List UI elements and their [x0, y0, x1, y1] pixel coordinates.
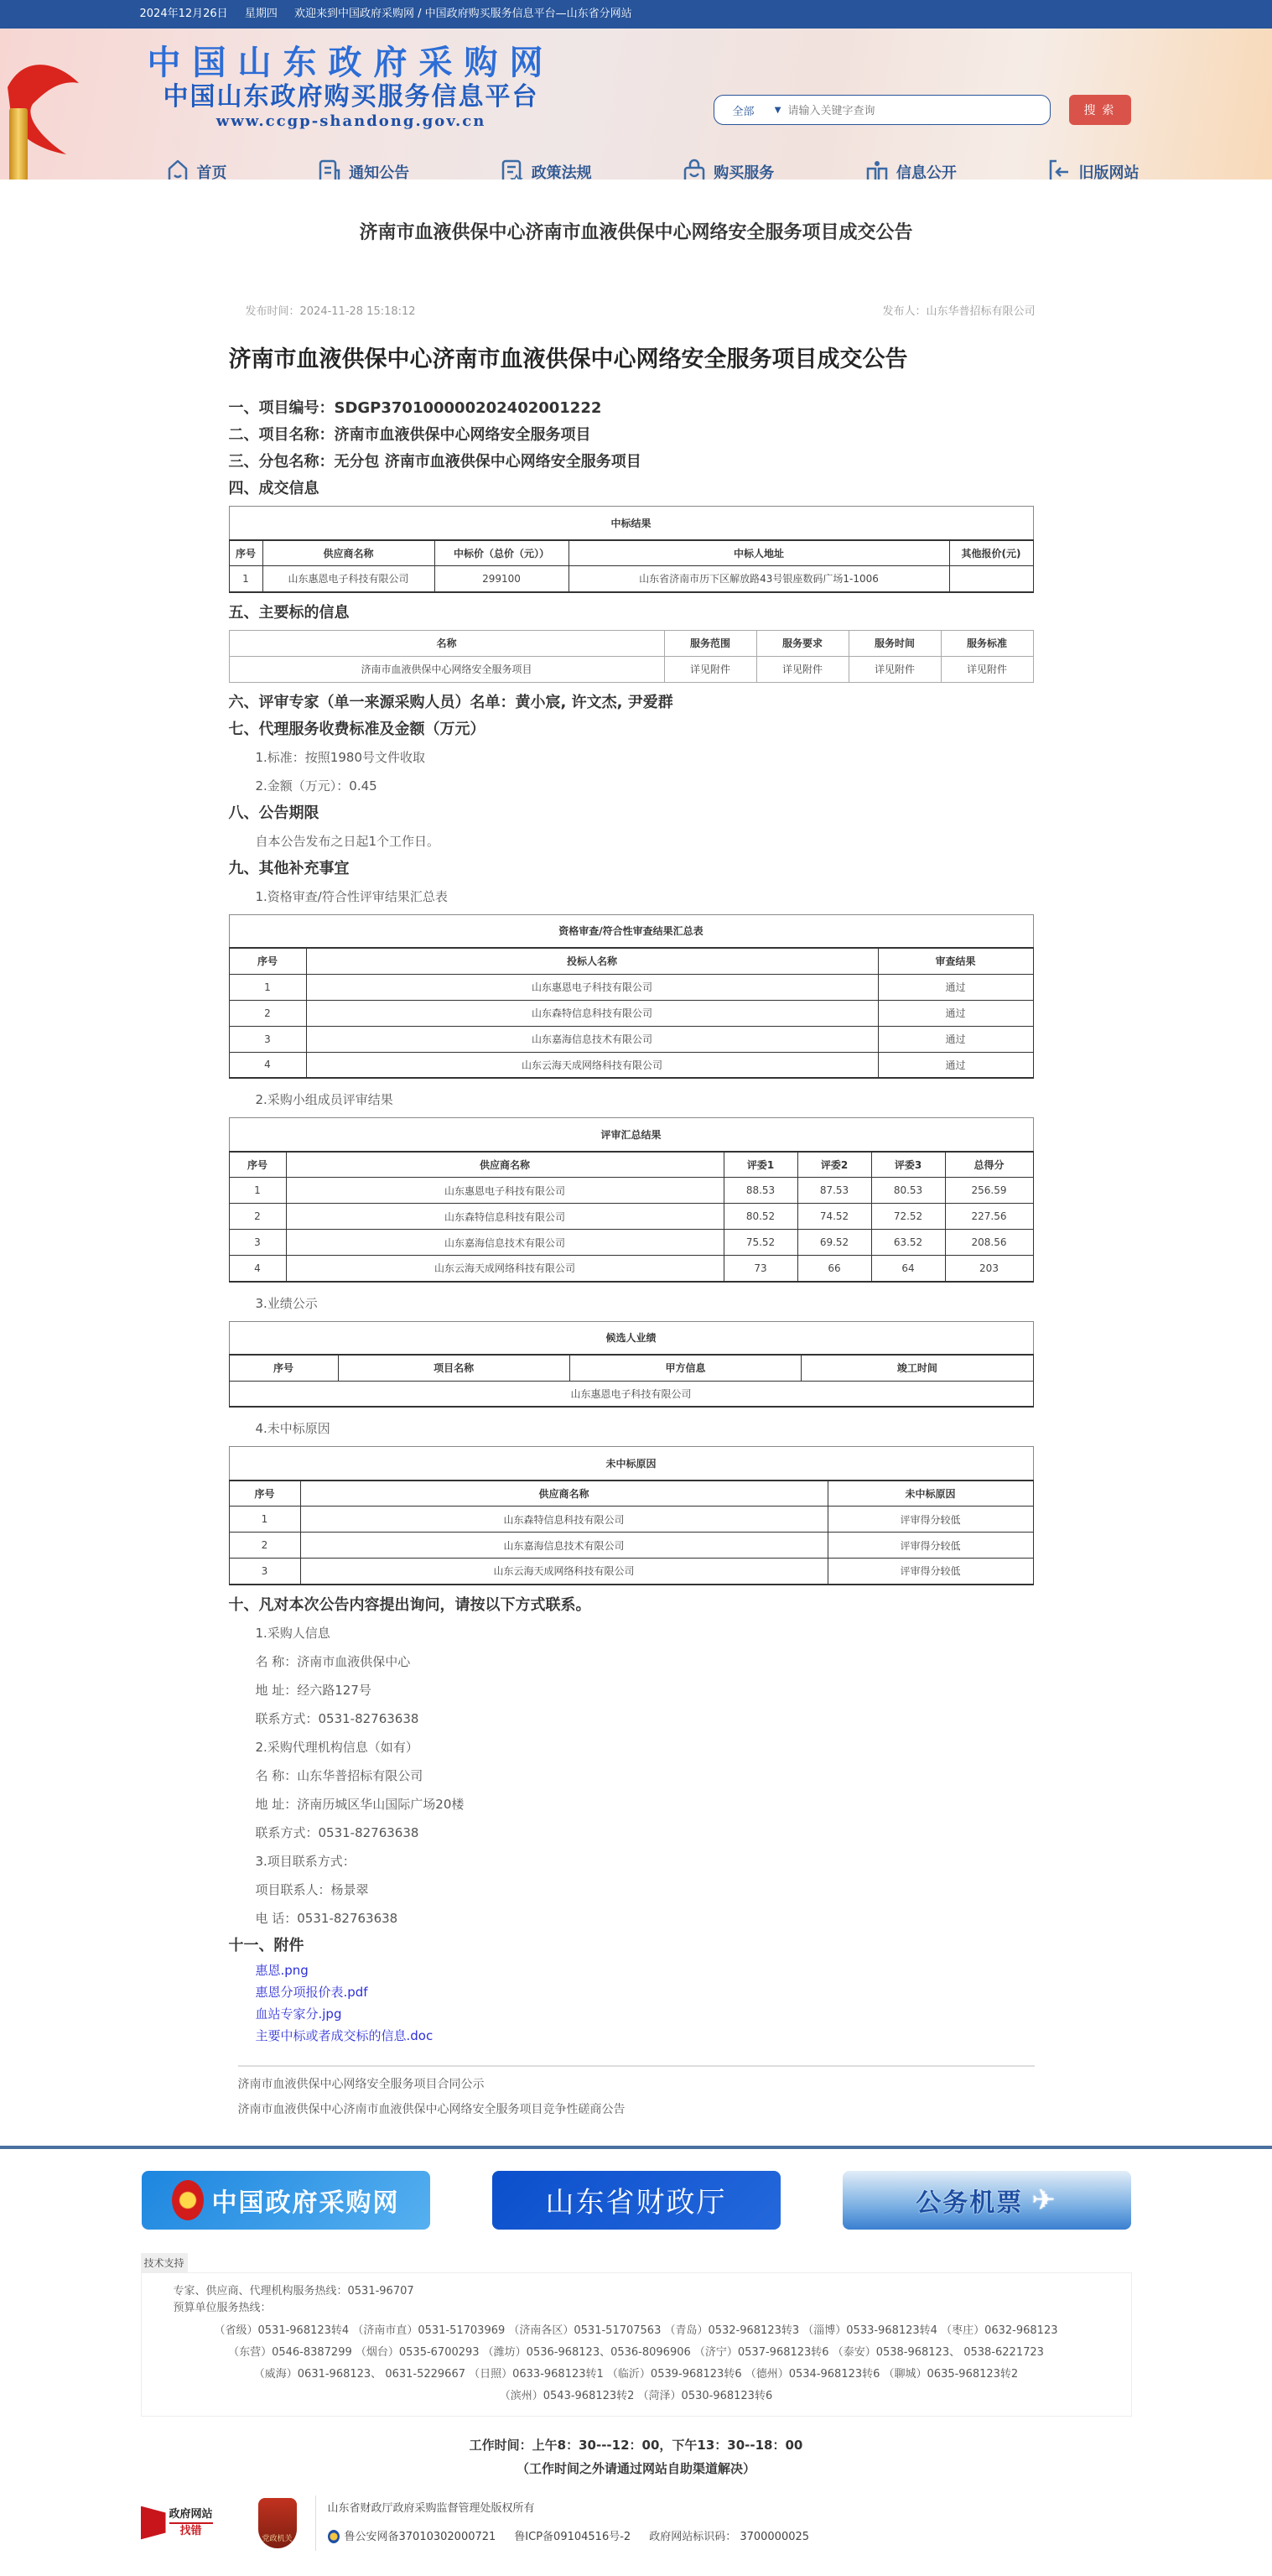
site-logo[interactable] [133, 44, 569, 131]
policy-icon [501, 159, 523, 180]
section-project-name: 二、项目名称：济南市血液供保中心网络安全服务项目 [228, 426, 591, 444]
table-caption: 未中标原因 [229, 1447, 1033, 1481]
subsection-failure-reasons: 4.未中标原因 [255, 1421, 330, 1436]
hotline-experts: 专家、供应商、代理机构服务热线：0531-96707 [173, 2284, 414, 2298]
table-row: 3 山东嘉海信息技术有限公司 通过 [229, 1026, 1033, 1052]
table-caption: 评审汇总结果 [229, 1118, 1033, 1152]
contact-line: 联系方式：0531-82763638 [255, 1824, 419, 1840]
contact-line: 名 称：济南市血液供保中心 [255, 1653, 411, 1669]
national-emblem-icon [172, 2180, 204, 2220]
home-icon [167, 159, 189, 180]
table-row: 济南市血液供保中心网络安全服务项目 详见附件 详见附件 详见附件 详见附件 [229, 656, 1033, 682]
support-tab: 技术支持 [141, 2253, 188, 2272]
fee-amount: 2.金额（万元）：0.45 [255, 778, 377, 794]
table-row: 4 山东云海天成网络科技有限公司 73 66 64 203 [229, 1256, 1033, 1282]
qualification-review-table: 资格审查/符合性审查结果汇总表 序号 投标人名称 审查结果 1 山东惠恩电子科技有限公司 通过 2 山东森特信息科技有限公司 通过 3 山东嘉海信息技术有限公司 通过 4 山东云海天成网络科技有限公司 通过 [229, 914, 1034, 1080]
contact-line: 2.采购代理机构信息（如有） [255, 1739, 418, 1755]
find-error-badge[interactable]: 政府网站 找错 [141, 2506, 233, 2540]
weekday: 星期四 [244, 8, 278, 20]
table-row: 山东惠恩电子科技有限公司 [229, 1381, 1033, 1407]
link-ccgp[interactable]: 中国政府采购网 [142, 2171, 430, 2230]
hotline-line: （威海）0631-968123、 0631-5229667 （日照）0633-968123转1 （临沂）0539-968123转6 （德州）0534-968123转6 （聊城）0635-968123转2 [253, 2367, 1019, 2381]
exit-arrow-icon [1048, 159, 1070, 180]
search-box [714, 95, 1051, 125]
section-package-name: 三、分包名称：无分包 济南市血液供保中心网络安全服务项目 [228, 453, 641, 471]
police-badge-icon [328, 2530, 340, 2543]
candidate-performance-table: 候选人业绩 序号 项目名称 甲方信息 竣工时间 山东惠恩电子科技有限公司 [229, 1321, 1034, 1408]
icp-record[interactable]: 鲁ICP备09104516号-2 [514, 2530, 631, 2543]
article [217, 220, 1056, 2047]
book-icon [866, 159, 888, 180]
airplane-icon: ✈ [1031, 2183, 1057, 2217]
nav-old-site[interactable]: 旧版网站 [1048, 159, 1139, 180]
section-other-matters: 九、其他补充事宜 [228, 859, 350, 877]
award-result-table: 中标结果 序号 供应商名称 中标价（总价（元）） 中标人地址 其他报价(元) 1 山东惠恩电子科技有限公司 299100 山东省济南市历下区解放路43号银座数码广场1-1006 [229, 506, 1034, 593]
contact-line: 地 址：济南历城区华山国际广场20楼 [255, 1796, 465, 1812]
failure-reason-table: 未中标原因 序号 供应商名称 未中标原因 1 山东森特信息科技有限公司 评审得分较低 2 山东嘉海信息技术有限公司 评审得分较低 3 山东云海天成网络科技有限公司 评审得分较低 [229, 1446, 1034, 1585]
notice-period-text: 自本公告发布之日起1个工作日。 [255, 833, 440, 849]
table-caption: 中标结果 [229, 507, 1033, 540]
contact-line: 电 话：0531-82763638 [255, 1910, 398, 1926]
magnifier-icon [141, 2506, 166, 2540]
tech-support [141, 2253, 1132, 2417]
attachment-link[interactable]: 血站专家分.jpg [255, 2006, 342, 2022]
nav-purchase-services[interactable]: 购买服务 [683, 159, 774, 180]
contact-line: 名 称：山东华普招标有限公司 [255, 1767, 423, 1783]
search-scope-value: 全部 [732, 105, 755, 118]
copyright: 山东省财政厅政府采购监督管理处版权所有 [327, 2501, 535, 2515]
site-code: 政府网站标识码： 3700000025 [649, 2530, 810, 2543]
logo-line1: 中国山东政府采购网 [147, 43, 555, 82]
section-notice-period: 八、公告期限 [228, 804, 319, 822]
work-hours: 工作时间：上午8：30---12：00，下午13：30--18：00 （工作时间之外请通过网站自助渠道解决） [469, 2437, 803, 2476]
contact-list [229, 1619, 1034, 1933]
section-deal-info: 四、成交信息 [228, 480, 319, 497]
page-title: 济南市血液供保中心济南市血液供保中心网络安全服务项目成交公告 [359, 222, 913, 243]
logo-url: www.ccgp-shandong.gov.cn [215, 112, 486, 130]
section-project-number: 一、项目编号：SDGP370100000202402001222 [228, 399, 602, 417]
police-record[interactable]: 鲁公安网备37010302000721 [344, 2530, 496, 2543]
footer-bottom [141, 2495, 1132, 2551]
top-bar [0, 0, 1272, 29]
contact-line: 1.采购人信息 [255, 1625, 330, 1641]
table-row: 3 山东嘉海信息技术有限公司 75.52 69.52 63.52 208.56 [229, 1230, 1033, 1256]
shopping-bag-icon [683, 159, 705, 180]
search-scope-select[interactable] [714, 102, 788, 118]
subsection-performance: 3.业绩公示 [255, 1295, 318, 1311]
chevron-down-icon: ▼ [774, 105, 781, 115]
publish-time: 发布时间：2024-11-28 15:18:12 [245, 305, 416, 318]
contact-line: 地 址：经六路127号 [255, 1682, 371, 1698]
welcome-text: 欢迎来到中国政府采购网 / 中国政府购买服务信息平台—山东省分网站 [293, 8, 632, 20]
table-row: 1 山东惠恩电子科技有限公司 88.53 87.53 80.53 256.59 [229, 1178, 1033, 1204]
nav-home[interactable]: 首页 [167, 159, 227, 180]
notice-icon [319, 159, 340, 180]
table-row: 4 山东云海天成网络科技有限公司 通过 [229, 1052, 1033, 1078]
section-subject-info: 五、主要标的信息 [228, 603, 350, 622]
table-row: 2 山东嘉海信息技术有限公司 评审得分较低 [229, 1533, 1033, 1559]
attachment-list [229, 1959, 1034, 2047]
article-meta [217, 302, 1056, 318]
main-nav [167, 159, 1140, 180]
section-contact: 十、凡对本次公告内容提出询问，请按以下方式联系。 [228, 1595, 591, 1614]
attachment-link[interactable]: 惠恩分项报价表.pdf [255, 1984, 368, 2000]
table-row: 2 山东森特信息科技有限公司 80.52 74.52 72.52 227.56 [229, 1204, 1033, 1230]
logo-line2: 中国山东政府购买服务信息平台 [163, 82, 539, 112]
friend-links [133, 2171, 1140, 2230]
related-link[interactable]: 济南市血液供保中心济南市血液供保中心网络安全服务项目竞争性磋商公告 [237, 2102, 626, 2116]
section-agency-fee: 七、代理服务收费标准及金额（万元） [228, 720, 485, 738]
table-row: 3 山东云海天成网络科技有限公司 评审得分较低 [229, 1559, 1033, 1585]
attachment-link[interactable]: 主要中标或者成交标的信息.doc [255, 2027, 434, 2043]
subsection-qualification: 1.资格审查/符合性评审结果汇总表 [255, 888, 448, 904]
table-caption: 资格审查/符合性审查结果汇总表 [229, 914, 1033, 948]
attachment-link[interactable]: 惠恩.png [255, 1962, 309, 1978]
contact-line: 3.项目联系方式： [255, 1853, 356, 1869]
table-caption: 候选人业绩 [229, 1321, 1033, 1355]
hotline-line: （滨州）0543-968123转2 （菏泽）0530-968123转6 [499, 2389, 773, 2402]
section-attachments: 十一、附件 [228, 1936, 304, 1954]
footer-divider [0, 2146, 1272, 2149]
table-row: 2 山东森特信息科技有限公司 通过 [229, 1000, 1033, 1026]
nav-info-disclosure[interactable]: 信息公开 [866, 159, 957, 180]
table-row: 1 山东惠恩电子科技有限公司 通过 [229, 974, 1033, 1000]
support-box [141, 2272, 1132, 2417]
section-experts: 六、评审专家（单一来源采购人员）名单：黄小宸, 许文杰, 尹爱群 [228, 693, 673, 711]
header-banner [0, 29, 1272, 180]
fee-standard: 1.标准：按照1980号文件收取 [255, 749, 425, 765]
document-title: 济南市血液供保中心济南市血液供保中心网络安全服务项目成交公告 [228, 346, 908, 372]
search-input[interactable] [788, 104, 1050, 117]
huabiao-pillar-icon [9, 108, 28, 180]
date: 2024年12月26日 [139, 8, 228, 20]
search-button[interactable]: 搜 索 [1069, 95, 1131, 125]
document-body [217, 343, 1056, 2047]
subsection-scoring: 2.采购小组成员评审结果 [255, 1092, 393, 1107]
hotline-line: （省级）0531-968123转4 （济南市直）0531-51703969 （济南各区）0531-51707563 （青岛）0532-968123转3 （淄博）0533-968123转4 （枣庄）0632-968123 [214, 2324, 1058, 2337]
contact-line: 联系方式：0531-82763638 [255, 1710, 419, 1726]
related-articles [238, 2065, 1035, 2122]
link-official-tickets[interactable]: 公务机票 ✈ [843, 2171, 1131, 2230]
subject-info-table: 名称 服务范围 服务要求 服务时间 服务标准 济南市血液供保中心网络安全服务项目 详见附件 详见附件 详见附件 详见附件 [229, 630, 1034, 683]
divider [315, 2495, 316, 2551]
table-row: 1 山东惠恩电子科技有限公司 299100 山东省济南市历下区解放路43号银座数码广场1-1006 [229, 566, 1033, 592]
scoring-summary-table: 评审汇总结果 序号 供应商名称 评委1 评委2 评委3 总得分 1 山东惠恩电子科技有限公司 88.53 87.53 80.53 256.59 2 山东森特信息科技有限公司 80.52 74.52 72.52 227.56 3 山东嘉海信息技术有限公司 75.52 69.52 63.52 208.56 4 山东云海天成网络科技有限公司 73 66 64 203 [229, 1117, 1034, 1283]
related-link[interactable]: 济南市血液供保中心网络安全服务项目合同公示 [237, 2077, 485, 2091]
party-gov-badge[interactable]: 党政机关 [258, 2498, 297, 2548]
nav-policies[interactable]: 政策法规 [501, 159, 592, 180]
contact-line: 项目联系人：杨景翠 [255, 1881, 369, 1897]
hotline-line: （东营）0546-8387299 （烟台）0535-6700293 （潍坊）0536-968123、0536-8096906 （济宁）0537-968123转6 （泰安）0538-968123、 0538-6221723 [228, 2345, 1044, 2359]
hotline-budget-label: 预算单位服务热线： [173, 2301, 272, 2314]
publisher: 发布人：山东华普招标有限公司 [882, 305, 1036, 318]
nav-notices[interactable]: 通知公告 [319, 159, 409, 180]
link-sd-finance[interactable]: 山东省财政厅 [492, 2171, 781, 2230]
table-row: 1 山东森特信息科技有限公司 评审得分较低 [229, 1507, 1033, 1533]
